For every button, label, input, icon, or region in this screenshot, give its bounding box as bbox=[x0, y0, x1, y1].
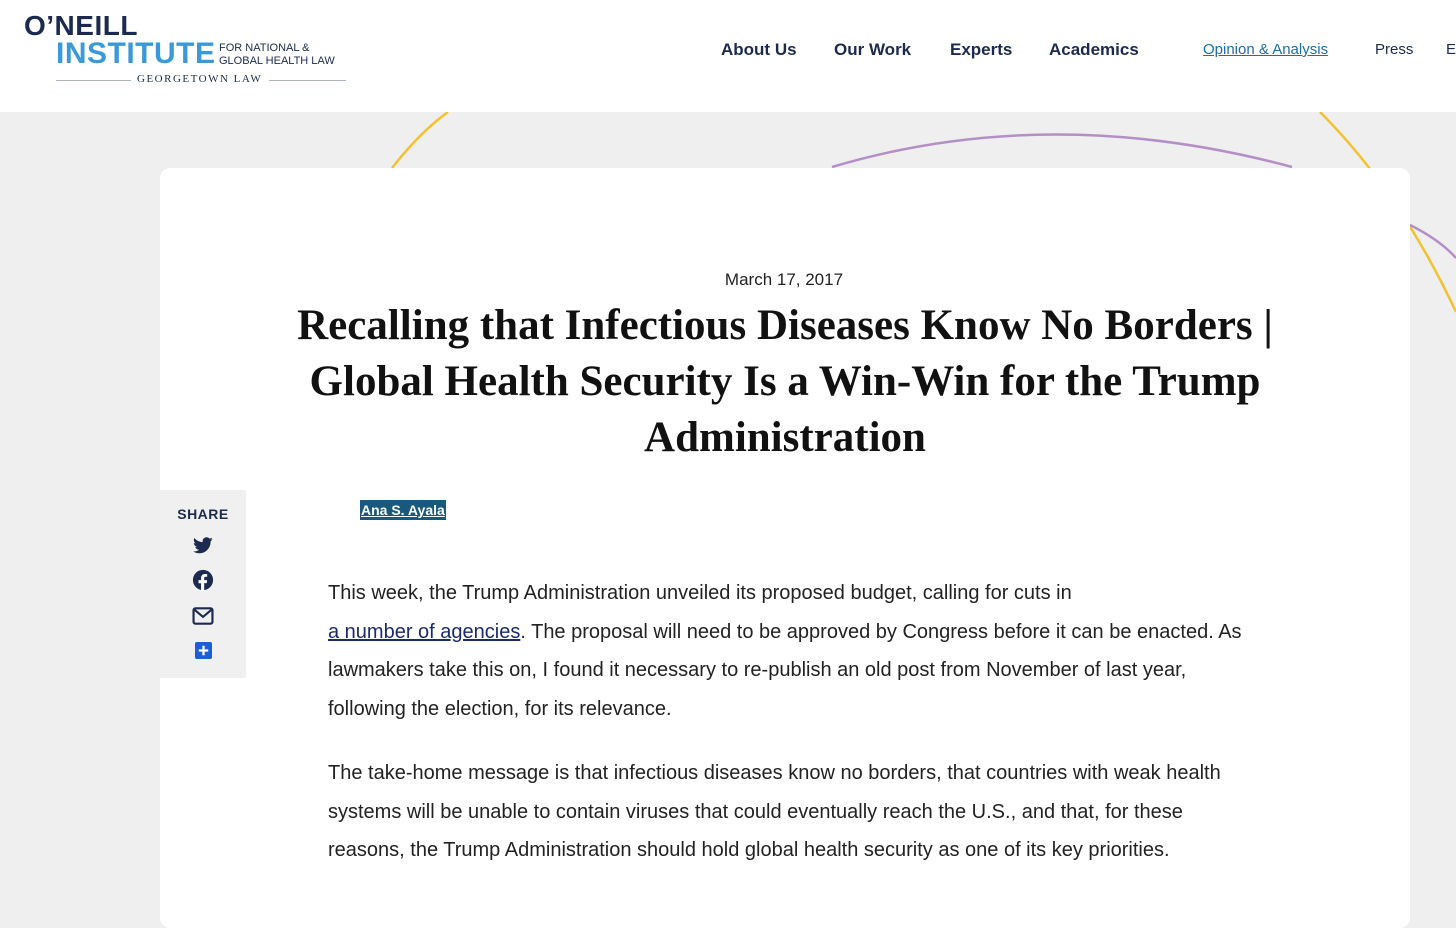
site-logo[interactable] bbox=[24, 12, 354, 90]
article-title-line: Administration bbox=[644, 414, 926, 461]
paragraph-text: This week, the Trump Administration unveiled its proposed budget, calling for cuts in bbox=[328, 582, 1072, 604]
purple-arc-right bbox=[1410, 225, 1456, 258]
nav-about-us[interactable]: About Us bbox=[721, 40, 797, 59]
article-paragraph-1 bbox=[328, 574, 1258, 729]
article-date: March 17, 2017 bbox=[724, 270, 844, 289]
logo-subtitle-line2: GLOBAL HEALTH LAW bbox=[219, 55, 335, 67]
logo-institute-text: INSTITUTE bbox=[56, 37, 216, 70]
nav-academics[interactable]: Academics bbox=[1049, 40, 1139, 59]
nav-our-work[interactable]: Our Work bbox=[834, 40, 912, 59]
add-icon[interactable] bbox=[191, 638, 215, 662]
logo-subtitle-line1: FOR NATIONAL & bbox=[219, 42, 310, 54]
article-title bbox=[260, 298, 1310, 466]
article-title-line: Recalling that Infectious Diseases Know No Borders | bbox=[297, 302, 1273, 349]
article-title-line: Global Health Security Is a Win-Win for the Trump bbox=[309, 358, 1261, 405]
facebook-icon[interactable] bbox=[191, 568, 215, 592]
site-header bbox=[0, 0, 1456, 112]
article-paragraph-2: The take-home message is that infectious diseases know no borders, that countries with weak health systems will be unable to contain viruses that could eventually reach the U.S., and that, for these reasons, the Trump Administration should hold global health security as one of its key priorities. bbox=[328, 762, 1221, 862]
nav-experts[interactable]: Experts bbox=[950, 40, 1013, 59]
author-link[interactable]: Ana S. Ayala bbox=[361, 502, 445, 518]
logo-georgetown-text: GEORGETOWN LAW bbox=[137, 73, 263, 85]
nav-item-cut[interactable]: E bbox=[1446, 41, 1456, 58]
email-icon[interactable] bbox=[191, 604, 215, 628]
purple-arc-top bbox=[832, 135, 1292, 168]
logo-oneill-text: O’NEILL bbox=[24, 10, 138, 41]
logo-rule-right bbox=[269, 80, 346, 81]
share-panel bbox=[160, 490, 246, 678]
nav-opinion-analysis[interactable]: Opinion & Analysis bbox=[1203, 41, 1329, 58]
paragraph-text: . The proposal will need to be approved by Congress before it can be enacted. As lawmakers take this on, I found it necessary to re-publish an old post from November of last year, following the election, for its relevance. bbox=[328, 620, 1242, 721]
twitter-icon[interactable] bbox=[191, 533, 215, 557]
share-label: SHARE bbox=[177, 506, 229, 522]
logo-rule-left bbox=[56, 80, 131, 81]
agencies-link[interactable]: a number of agencies bbox=[328, 620, 521, 643]
gold-arc-left bbox=[392, 112, 448, 168]
nav-press[interactable]: Press bbox=[1375, 41, 1414, 58]
